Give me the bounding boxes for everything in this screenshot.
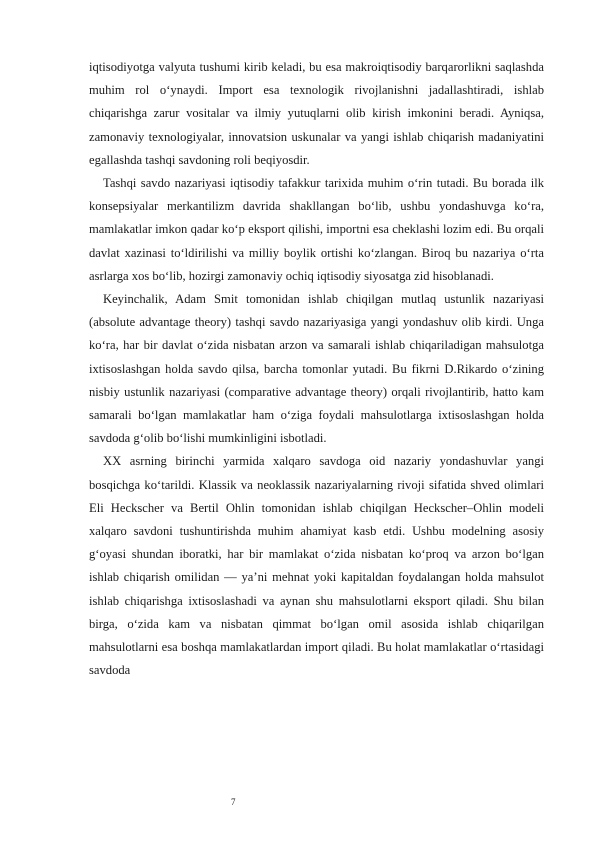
document-body [89, 56, 544, 682]
paragraph-4: XX asrning birinchi yarmida xalqaro savdoga oid nazariy yondashuvlar yangi bosqichga ko‘tarildi. Klassik va neoklassik nazariyalarning rivoji sifatida shved olimlari Eli Heckscher va Bertil Ohlin tomonidan ishlab chiqilgan Heckscher–Ohlin modeli xalqaro savdoni tushuntirishda muhim ahamiyat kasb etdi. Ushbu modelning asosiy g‘oyasi shundan iboratki, har bir mamlakat o‘zida nisbatan ko‘proq va arzon bo‘lgan ishlab chiqarish omilidan — ya’ni mehnat yoki kapitaldan foydalangan holda mahsulot ishlab chiqarishga ixtisoslashadi va aynan shu mahsulotlarni eksport qiladi. Shu bilan birga, o‘zida kam va nisbatan qimmat bo‘lgan omil asosida ishlab chiqarilgan mahsulotlarni esa boshqa mamlakatlardan import qiladi. Bu holat mamlakatlar o‘rtasidagi savdoda [89, 454, 544, 678]
page-number: 7 [231, 797, 236, 807]
paragraph-2: Tashqi savdo nazariyasi iqtisodiy tafakkur tarixida muhim o‘rin tutadi. Bu borada ilk konsepsiyalar merkantilizm davrida shakllangan bo‘lib, ushbu yondashuvga ko‘ra, mamlakatlar imkon qadar ko‘p eksport qilishi, importni esa cheklashi lozim edi. Bu orqali davlat xazinasi to‘ldirilishi va milliy boylik ortishi ko‘zlangan. Biroq bu nazariya o‘rta asrlarga xos bo‘lib, hozirgi zamonaviy ochiq iqtisodiy siyosatga zid hisoblanadi. [89, 176, 544, 283]
paragraph-1: iqtisodiyotga valyuta tushumi kirib keladi, bu esa makroiqtisodiy barqarorlikni saqlashda muhim rol o‘ynaydi. Import esa texnologik rivojlanishni jadallashtiradi, ishlab chiqarishga zarur vositalar va ilmiy yutuqlarni olib kirish imkonini beradi. Ayniqsa, zamonaviy texnologiyalar, innovatsion uskunalar va yangi ishlab chiqarish madaniyatini egallashda tashqi savdoning roli beqiyosdir. [89, 60, 544, 167]
paragraph-3: Keyinchalik, Adam Smit tomonidan ishlab chiqilgan mutlaq ustunlik nazariyasi (absolute advantage theory) tashqi savdo nazariyasiga yangi yondashuv olib kirdi. Unga ko‘ra, har bir davlat o‘zida nisbatan arzon va samarali ishlab chiqariladigan mahsulotga ixtisoslashgan holda savdo qilsa, barcha tomonlar yutadi. Bu fikrni D.Rikardo o‘zining nisbiy ustunlik nazariyasi (comparative advantage theory) orqali rivojlantirib, hatto kam samarali bo‘lgan mamlakatlar ham o‘ziga foydali mahsulotlarga ixtisoslashgan holda savdoda g‘olib bo‘lishi mumkinligini isbotladi. [89, 292, 544, 446]
